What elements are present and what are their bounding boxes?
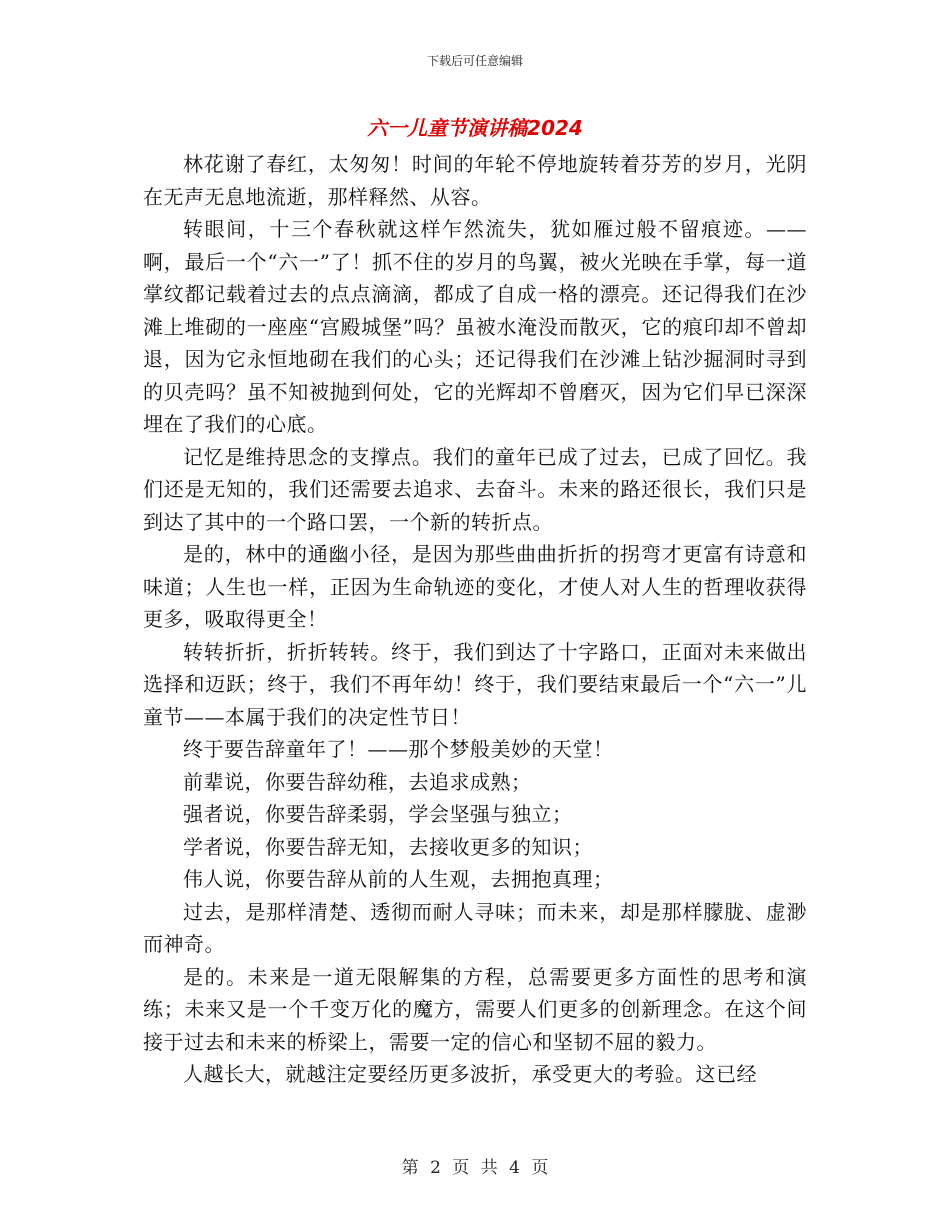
page-footer: 第 2 页 共 4 页	[401, 1158, 549, 1178]
document-title: 六一儿童节演讲稿2024	[367, 116, 583, 140]
paragraph: 伟人说，你要告辞从前的人生观，去拥抱真理；	[183, 867, 614, 891]
paragraph: 过去，是那样清楚、透彻而耐人寻味；而未来，却是那样朦胧、虚渺而神奇。	[143, 899, 807, 956]
paragraph: 转转折折，折折转转。终于，我们到达了十字路口，正面对未来做出选择和迈跃；终于，我们不再年幼！终于，我们要结束最后一个“六一”儿童节——本属于我们的决定性节日！	[143, 639, 807, 729]
paragraph: 林花谢了春红，太匆匆！时间的年轮不停地旋转着芬芳的岁月，光阴在无声无息地流逝，那样释然、从容。	[143, 152, 807, 209]
document-body	[143, 148, 807, 1091]
page-header: 下载后可任意编辑	[426, 54, 523, 68]
paragraph: 人越长大，就越注定要经历更多波折，承受更大的考验。这已经	[183, 1062, 757, 1086]
paragraph: 强者说，你要告辞柔弱，学会坚强与独立；	[183, 802, 573, 826]
paragraph: 前辈说，你要告辞幼稚，去追求成熟；	[183, 769, 532, 794]
paragraph: 转眼间，十三个春秋就这样乍然流失，犹如雁过般不留痕迹。——啊，最后一个“六一”了！抓不住的岁月的鸟翼，被火光映在手掌，每一道掌纹都记载着过去的点点滴滴，都成了自成一格的漂亮。还记得我们在沙滩上堆砌的一座座“宫殿城堡”吗？虽被水淹没而散灭，它的痕印却不曾却退，因为它永恒地砌在我们的心头；还记得我们在沙滩上钻沙掘洞时寻到的贝壳吗？虽不知被抛到何处，它的光辉却不曾磨灭，因为它们早已深深埋在了我们的心底。	[143, 217, 807, 436]
paragraph: 终于要告辞童年了！——那个梦般美妙的天堂！	[183, 737, 614, 761]
paragraph: 是的。未来是一道无限解集的方程，总需要更多方面性的思考和演练；未来又是一个千变万化的魔方，需要人们更多的创新理念。在这个间接于过去和未来的桥梁上，需要一定的信心和坚韧不屈的毅力。	[143, 964, 807, 1054]
paragraph: 是的，林中的通幽小径，是因为那些曲曲折折的拐弯才更富有诗意和味道；人生也一样，正因为生命轨迹的变化，才使人对人生的哲理收获得更多，吸取得更全！	[143, 542, 807, 631]
paragraph: 记忆是维持思念的支撑点。我们的童年已成了过去，已成了回忆。我们还是无知的，我们还需要去追求、去奋斗。未来的路还很长，我们只是到达了其中的一个路口罢，一个新的转折点。	[143, 444, 807, 534]
paragraph: 学者说，你要告辞无知，去接收更多的知识；	[183, 834, 593, 859]
